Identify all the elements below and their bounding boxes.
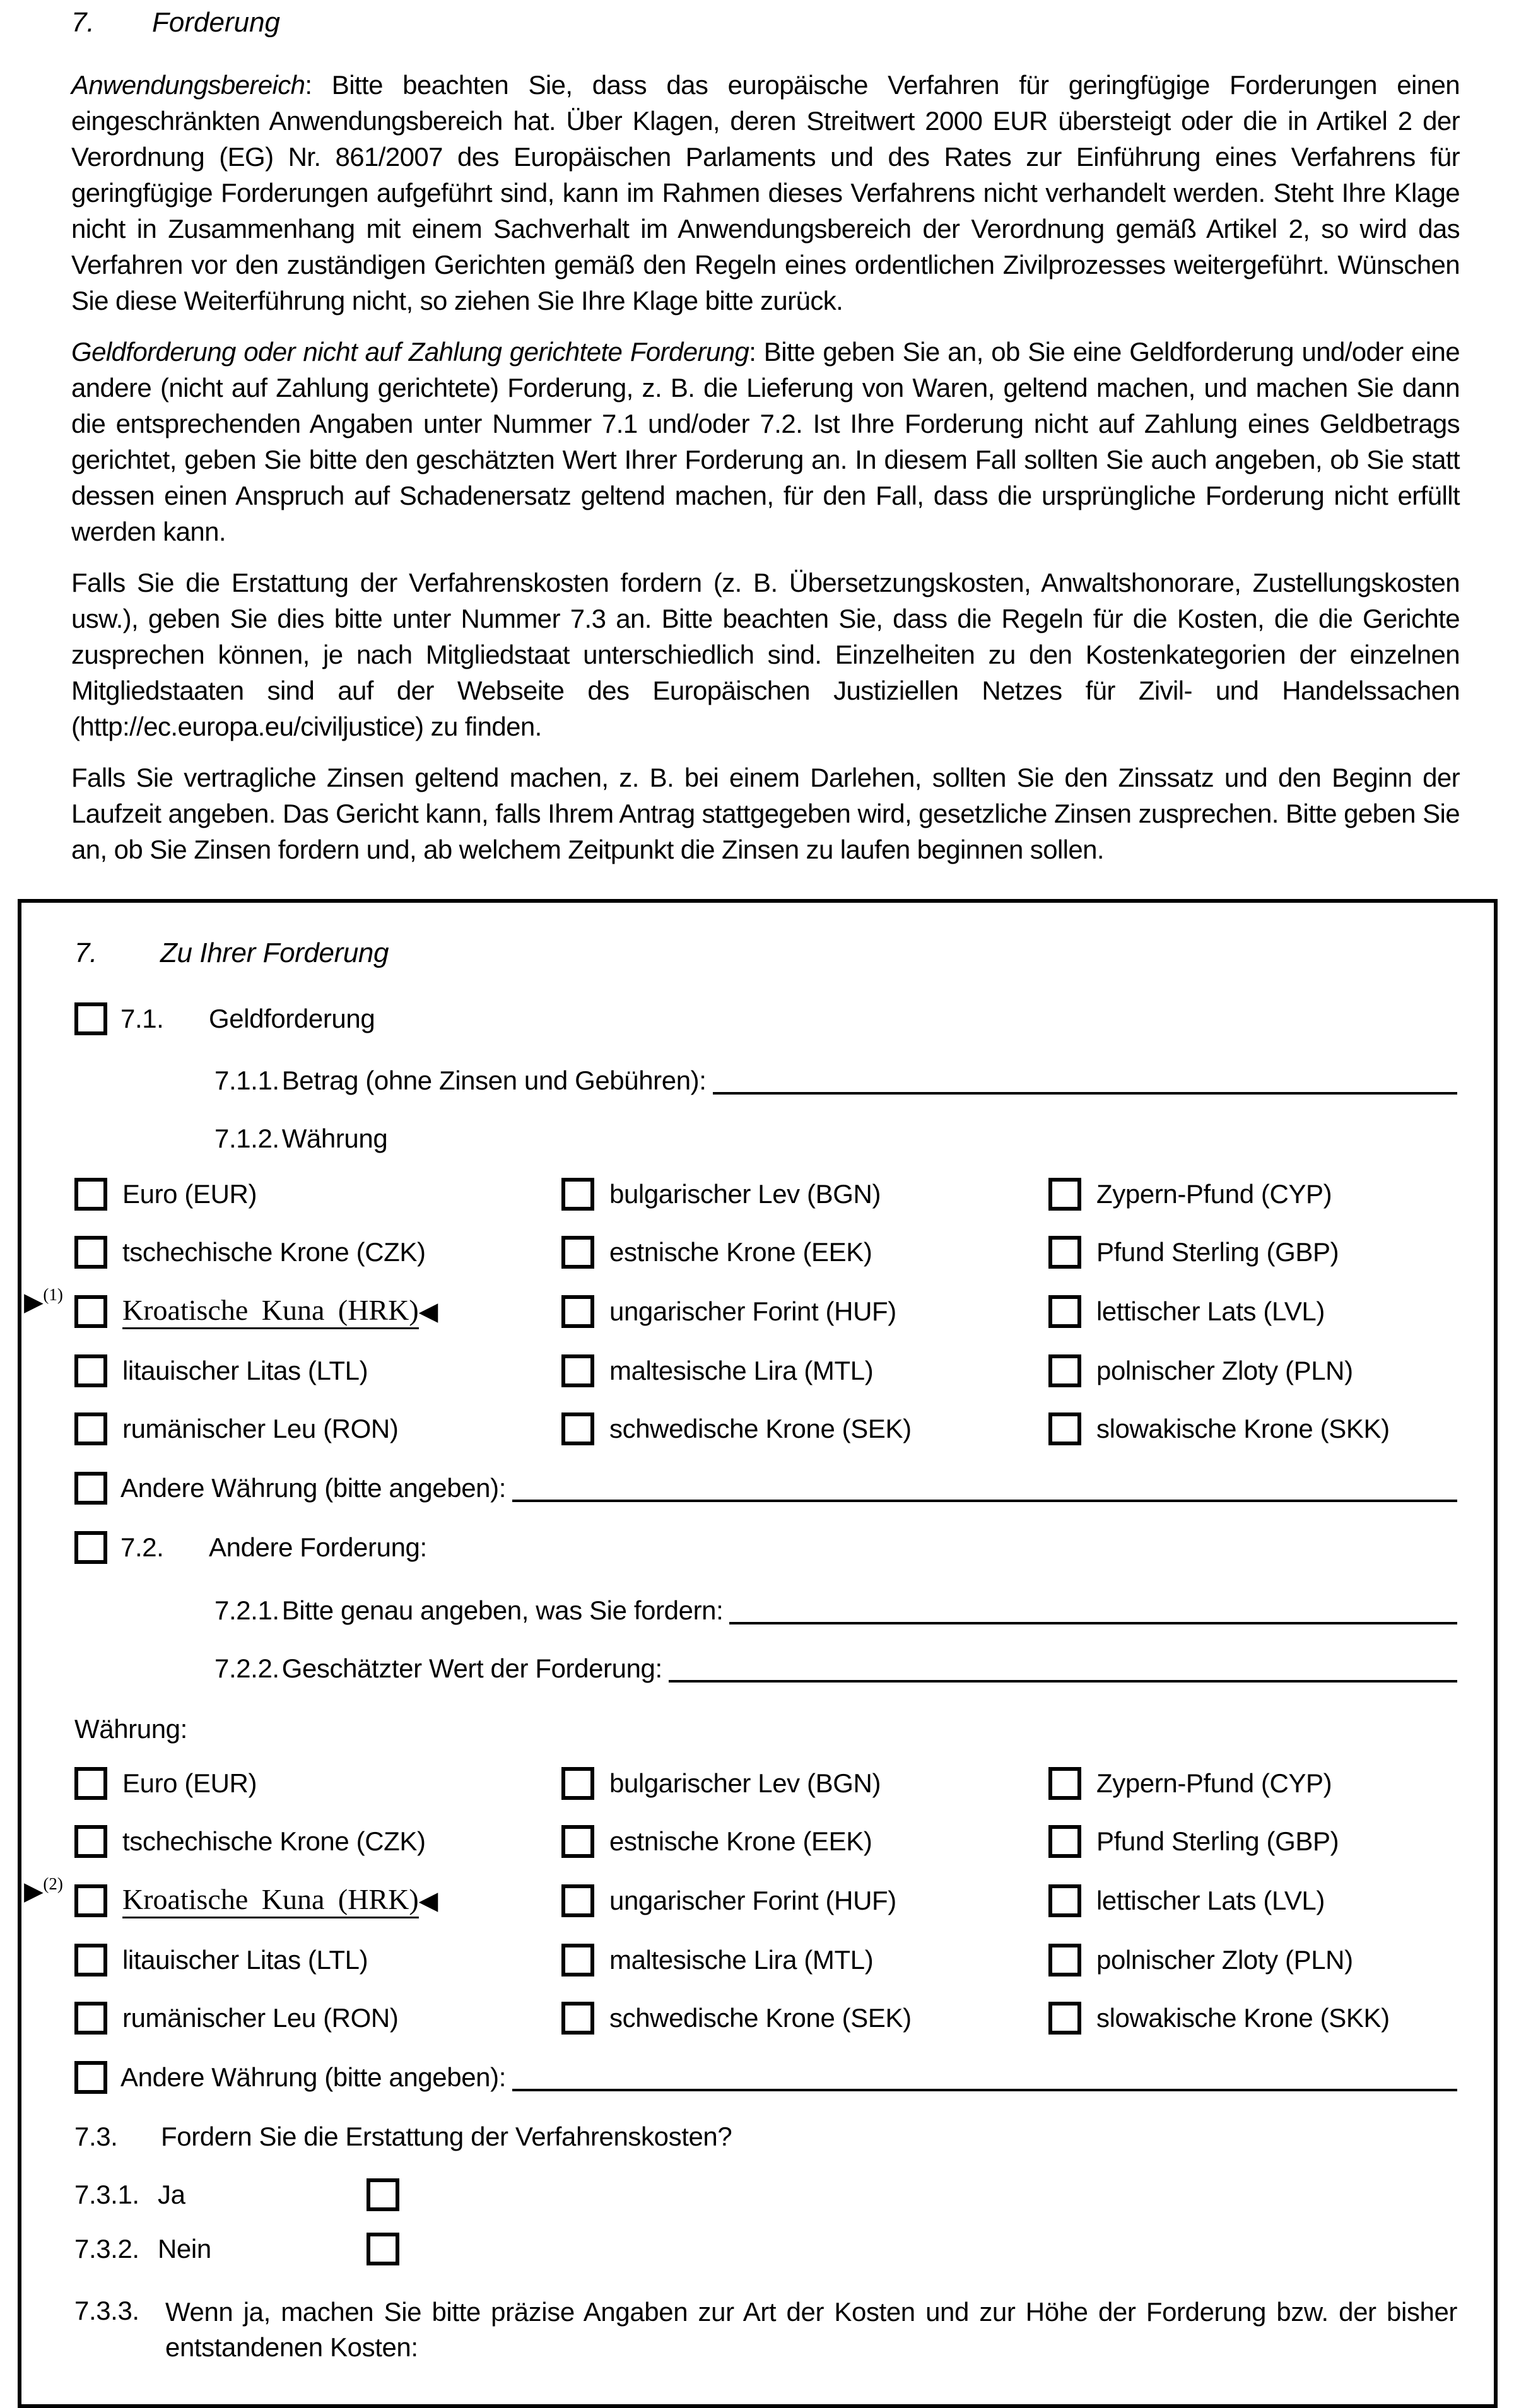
amendment-marker-2 <box>24 1874 63 1910</box>
form-section-heading <box>74 937 1457 970</box>
checkbox-eur-1[interactable] <box>74 1178 107 1211</box>
currency-option <box>1048 1236 1457 1269</box>
currency-label: litauischer Litas (LTL) <box>122 1945 368 1975</box>
currency-option <box>74 1354 561 1387</box>
currency-label: polnischer Zloty (PLN) <box>1096 1356 1353 1385</box>
row-7-1-1 <box>214 1064 1457 1097</box>
checkbox-czk-1[interactable] <box>74 1236 107 1269</box>
currency-option-amended <box>24 1874 561 1918</box>
checkbox-hrk-1[interactable] <box>74 1295 107 1328</box>
paragraph-lead: Anwendungsbereich <box>71 70 305 100</box>
triangle-right-icon: ▶ <box>24 1877 44 1905</box>
checkbox-bgn-2[interactable] <box>561 1767 594 1800</box>
paragraph-anwendungsbereich <box>71 67 1460 319</box>
checkbox-andere-waehrung-1[interactable] <box>74 1472 107 1505</box>
checkbox-lvl-2[interactable] <box>1048 1884 1081 1917</box>
checkbox-huf-2[interactable] <box>561 1884 594 1917</box>
amendment-marker-1 <box>24 1285 63 1321</box>
item-number: 7.2.2. <box>214 1653 279 1683</box>
waehrung-label: Währung: <box>74 1714 187 1744</box>
currency-label: litauischer Litas (LTL) <box>122 1356 368 1385</box>
currency-label: slowakische Krone (SKK) <box>1096 2003 1390 2033</box>
currency-label: Euro (EUR) <box>122 1179 257 1209</box>
currency-option <box>74 1825 561 1858</box>
currency-label: slowakische Krone (SKK) <box>1096 1414 1390 1443</box>
triangle-left-icon: ◀ <box>418 1887 438 1915</box>
currency-label: ungarischer Forint (HUF) <box>609 1886 896 1915</box>
row-andere-waehrung-2 <box>74 2061 1457 2094</box>
checkbox-mtl-2[interactable] <box>561 1944 594 1976</box>
claim-form-box <box>18 899 1498 2408</box>
currency-option <box>1048 1412 1457 1445</box>
checkbox-bgn-1[interactable] <box>561 1178 594 1211</box>
checkbox-mtl-1[interactable] <box>561 1354 594 1387</box>
currency-option <box>561 1178 1048 1211</box>
currency-label: Euro (EUR) <box>122 1768 257 1798</box>
item-label: Andere Währung (bitte angeben): <box>120 1473 506 1503</box>
currency-option <box>74 1944 561 1976</box>
input-line-andere-waehrung-2[interactable] <box>512 2061 1457 2091</box>
currency-label: bulgarischer Lev (BGN) <box>609 1179 881 1209</box>
row-andere-waehrung-1 <box>74 1472 1457 1505</box>
currency-label: schwedische Krone (SEK) <box>609 1414 912 1443</box>
currency-option <box>561 1412 1048 1445</box>
checkbox-sek-1[interactable] <box>561 1412 594 1445</box>
item-number: 7.3. <box>74 2122 118 2151</box>
row-7-3-1 <box>74 2178 1457 2211</box>
triangle-left-icon: ◀ <box>418 1298 438 1325</box>
intro-section <box>71 6 1460 867</box>
item-number: 7.3.2. <box>74 2234 139 2264</box>
currency-option <box>1048 1944 1457 1976</box>
item-label: Betrag (ohne Zinsen und Gebühren): <box>281 1066 707 1095</box>
item-label: Wenn ja, machen Sie bitte präzise Angaben zur Art der Kosten und zur Höhe der Forderung bzw. der bisher entstandenen Kosten: <box>165 2297 1457 2362</box>
item-label: Nein <box>158 2234 211 2264</box>
item-label: Andere Währung (bitte angeben): <box>120 2062 506 2092</box>
row-7-3-3 <box>74 2294 1457 2365</box>
currency-label: lettischer Lats (LVL) <box>1096 1886 1325 1915</box>
row-7-2 <box>74 1531 1457 1564</box>
item-label: Währung <box>281 1124 388 1153</box>
row-7-2-1 <box>214 1594 1457 1627</box>
checkbox-ltl-2[interactable] <box>74 1944 107 1976</box>
checkbox-eek-2[interactable] <box>561 1825 594 1858</box>
currency-label: schwedische Krone (SEK) <box>609 2003 912 2033</box>
input-line-andere-waehrung-1[interactable] <box>512 1472 1457 1502</box>
currency-option <box>1048 1883 1457 1918</box>
currency-option <box>1048 1178 1457 1211</box>
paragraph-geldforderung <box>71 334 1460 549</box>
currency-option <box>74 1412 561 1445</box>
currency-label: Zypern-Pfund (CYP) <box>1096 1179 1332 1209</box>
checkbox-pln-1[interactable] <box>1048 1354 1081 1387</box>
currency-option <box>1048 1767 1457 1800</box>
item-number: 7.2.1. <box>214 1595 279 1625</box>
currency-option <box>561 1767 1048 1800</box>
currency-option <box>561 1944 1048 1976</box>
item-label: Andere Forderung: <box>209 1532 427 1562</box>
checkbox-skk-1[interactable] <box>1048 1412 1081 1445</box>
form-section-number: 7. <box>74 937 97 968</box>
item-label: Bitte genau angeben, was Sie fordern: <box>281 1595 724 1625</box>
currency-option <box>74 1178 561 1211</box>
item-label: Geldforderung <box>209 1004 375 1033</box>
currency-option <box>561 1883 1048 1918</box>
checkbox-pln-2[interactable] <box>1048 1944 1081 1976</box>
item-label: Ja <box>158 2180 185 2209</box>
footnote-ref-2: (2) <box>43 1874 63 1893</box>
item-number: 7.3.3. <box>74 2296 139 2325</box>
checkbox-andere-forderung[interactable] <box>74 1531 107 1564</box>
currency-option-amended <box>24 1285 561 1329</box>
checkbox-lvl-1[interactable] <box>1048 1295 1081 1328</box>
item-number: 7.3.1. <box>74 2180 139 2209</box>
currency-option <box>1048 1825 1457 1858</box>
checkbox-gbp-1[interactable] <box>1048 1236 1081 1269</box>
row-7-1 <box>74 1002 1457 1035</box>
input-line-fordern[interactable] <box>729 1594 1457 1624</box>
item-label: Geschätzter Wert der Forderung: <box>281 1653 662 1683</box>
currency-option <box>74 1236 561 1269</box>
checkbox-huf-1[interactable] <box>561 1295 594 1328</box>
checkbox-ron-1[interactable] <box>74 1412 107 1445</box>
paragraph-zinsen <box>71 760 1460 867</box>
input-line-betrag[interactable] <box>713 1064 1457 1095</box>
checkbox-skk-2[interactable] <box>1048 2002 1081 2035</box>
footnote-ref-1: (1) <box>43 1285 63 1304</box>
currency-label: rumänischer Leu (RON) <box>122 1414 399 1443</box>
paragraph-text: Falls Sie die Erstattung der Verfahrenskosten fordern (z. B. Übersetzungskosten, Anwaltshonorare, Zustellungskosten usw.), geben Sie dies bitte unter Nummer 7.3 an. Bitte beachten Sie, dass die Regeln für die Kosten, die die Gerichte zusprechen können, je nach Mitgliedstaat unterschiedlich sind. Einzelheiten zu den Kostenkategorien der einzelnen Mitgliedstaaten sind auf der Webseite des Europäischen Justiziellen Netzes für Zivil- und Handelssachen (http://ec.europa.eu/civiljustice) zu finden. <box>71 568 1460 741</box>
triangle-right-icon: ▶ <box>24 1288 44 1316</box>
currency-label: polnischer Zloty (PLN) <box>1096 1945 1353 1975</box>
currency-label: estnische Krone (EEK) <box>609 1237 872 1267</box>
checkbox-gbp-2[interactable] <box>1048 1825 1081 1858</box>
currency-label: tschechische Krone (CZK) <box>122 1826 426 1856</box>
currency-option <box>561 1354 1048 1387</box>
paragraph-text: : Bitte geben Sie an, ob Sie eine Geldforderung und/oder eine andere (nicht auf Zahlung gerichtete) Forderung, z. B. die Lieferung von Waren, geltend machen, und machen Sie dann die entsprechenden Angaben unter Nummer 7.1 und/oder 7.2. Ist Ihre Forderung nicht auf Zahlung eines Geldbetrags gerichtet, geben Sie bitte den geschätzten Wert Ihrer Forderung an. In diesem Fall sollten Sie auch angeben, ob Sie statt dessen einen Anspruch auf Schadenersatz geltend machen, für den Fall, dass die ursprüngliche Forderung nicht erfüllt werden kann. <box>71 337 1460 546</box>
paragraph-erstattung <box>71 565 1460 744</box>
currency-option <box>1048 2002 1457 2035</box>
input-line-geschaetzter-wert[interactable] <box>669 1652 1457 1683</box>
currency-label-hrk: Kroatische Kuna (HRK) <box>122 1883 419 1918</box>
currency-label: rumänischer Leu (RON) <box>122 2003 399 2033</box>
checkbox-ja[interactable] <box>367 2178 399 2211</box>
checkbox-nein[interactable] <box>367 2233 399 2265</box>
checkbox-cyp-1[interactable] <box>1048 1178 1081 1211</box>
currency-label: maltesische Lira (MTL) <box>609 1356 874 1385</box>
checkbox-eur-2[interactable] <box>74 1767 107 1800</box>
item-number: 7.1.1. <box>214 1066 279 1095</box>
currency-label: bulgarischer Lev (BGN) <box>609 1768 881 1798</box>
row-7-2-2 <box>214 1652 1457 1685</box>
form-section-title: Zu Ihrer Forderung <box>160 937 389 968</box>
currency-option <box>1048 1294 1457 1329</box>
section-title: Forderung <box>152 7 281 38</box>
currency-label-hrk: Kroatische Kuna (HRK) <box>122 1294 419 1329</box>
currency-grid-2 <box>24 1767 1457 2035</box>
currency-option <box>1048 1354 1457 1387</box>
currency-label: tschechische Krone (CZK) <box>122 1237 426 1267</box>
currency-option <box>74 1767 561 1800</box>
currency-grid-1 <box>24 1178 1457 1445</box>
checkbox-ron-2[interactable] <box>74 2002 107 2035</box>
paragraph-lead: Geldforderung oder nicht auf Zahlung gerichtete Forderung <box>71 337 749 367</box>
currency-label: maltesische Lira (MTL) <box>609 1945 874 1975</box>
row-7-3 <box>74 2120 1457 2153</box>
row-waehrung-label <box>74 1713 1457 1746</box>
item-number: 7.2. <box>120 1532 164 1562</box>
row-7-3-2 <box>74 2233 1457 2265</box>
currency-label: Zypern-Pfund (CYP) <box>1096 1768 1332 1798</box>
item-label: Fordern Sie die Erstattung der Verfahrenskosten? <box>161 2122 732 2151</box>
currency-label: Pfund Sterling (GBP) <box>1096 1826 1339 1856</box>
currency-label: Pfund Sterling (GBP) <box>1096 1237 1339 1267</box>
paragraph-text: : Bitte beachten Sie, dass das europäische Verfahren für geringfügige Forderungen einen eingeschränkten Anwendungsbereich hat. Über Klagen, deren Streitwert 2000 EUR übersteigt oder die in Artikel 2 der Verordnung (EG) Nr. 861/2007 des Europäischen Parlaments und des Rates zur Einführung eines Verfahrens für geringfügige Forderungen aufgeführt sind, kann im Rahmen dieses Verfahrens nicht verhandelt werden. Steht Ihre Klage nicht in Zusammenhang mit einem Sachverhalt im Anwendungsbereich der Verordnung gemäß Artikel 2, so wird das Verfahren vor den zuständigen Gerichten gemäß den Regeln eines ordentlichen Zivilprozesses weitergeführt. Wünschen Sie diese Weiterführung nicht, so ziehen Sie Ihre Klage bitte zurück. <box>71 70 1460 315</box>
checkbox-geldforderung[interactable] <box>74 1002 107 1035</box>
paragraph-text: Falls Sie vertragliche Zinsen geltend machen, z. B. bei einem Darlehen, sollten Sie den Zinssatz und den Beginn der Laufzeit angeben. Das Gericht kann, falls Ihrem Antrag stattgegeben wird, gesetzliche Zinsen zusprechen. Bitte geben Sie an, ob Sie Zinsen fordern und, ab welchem Zeitpunkt die Zinsen zu laufen beginnen sollen. <box>71 763 1460 864</box>
checkbox-sek-2[interactable] <box>561 2002 594 2035</box>
checkbox-cyp-2[interactable] <box>1048 1767 1081 1800</box>
checkbox-hrk-2[interactable] <box>74 1884 107 1917</box>
currency-option <box>561 1294 1048 1329</box>
currency-option <box>74 2002 561 2035</box>
item-number: 7.1.2. <box>214 1124 279 1153</box>
currency-option <box>561 2002 1048 2035</box>
item-number: 7.1. <box>120 1004 164 1033</box>
checkbox-ltl-1[interactable] <box>74 1354 107 1387</box>
currency-option <box>561 1825 1048 1858</box>
currency-label: ungarischer Forint (HUF) <box>609 1296 896 1326</box>
currency-option <box>561 1236 1048 1269</box>
checkbox-czk-2[interactable] <box>74 1825 107 1858</box>
section-heading <box>71 6 1460 39</box>
checkbox-andere-waehrung-2[interactable] <box>74 2061 107 2094</box>
row-7-1-2 <box>214 1122 1457 1155</box>
checkbox-eek-1[interactable] <box>561 1236 594 1269</box>
currency-label: lettischer Lats (LVL) <box>1096 1296 1325 1326</box>
currency-label: estnische Krone (EEK) <box>609 1826 872 1856</box>
section-number: 7. <box>71 7 95 38</box>
